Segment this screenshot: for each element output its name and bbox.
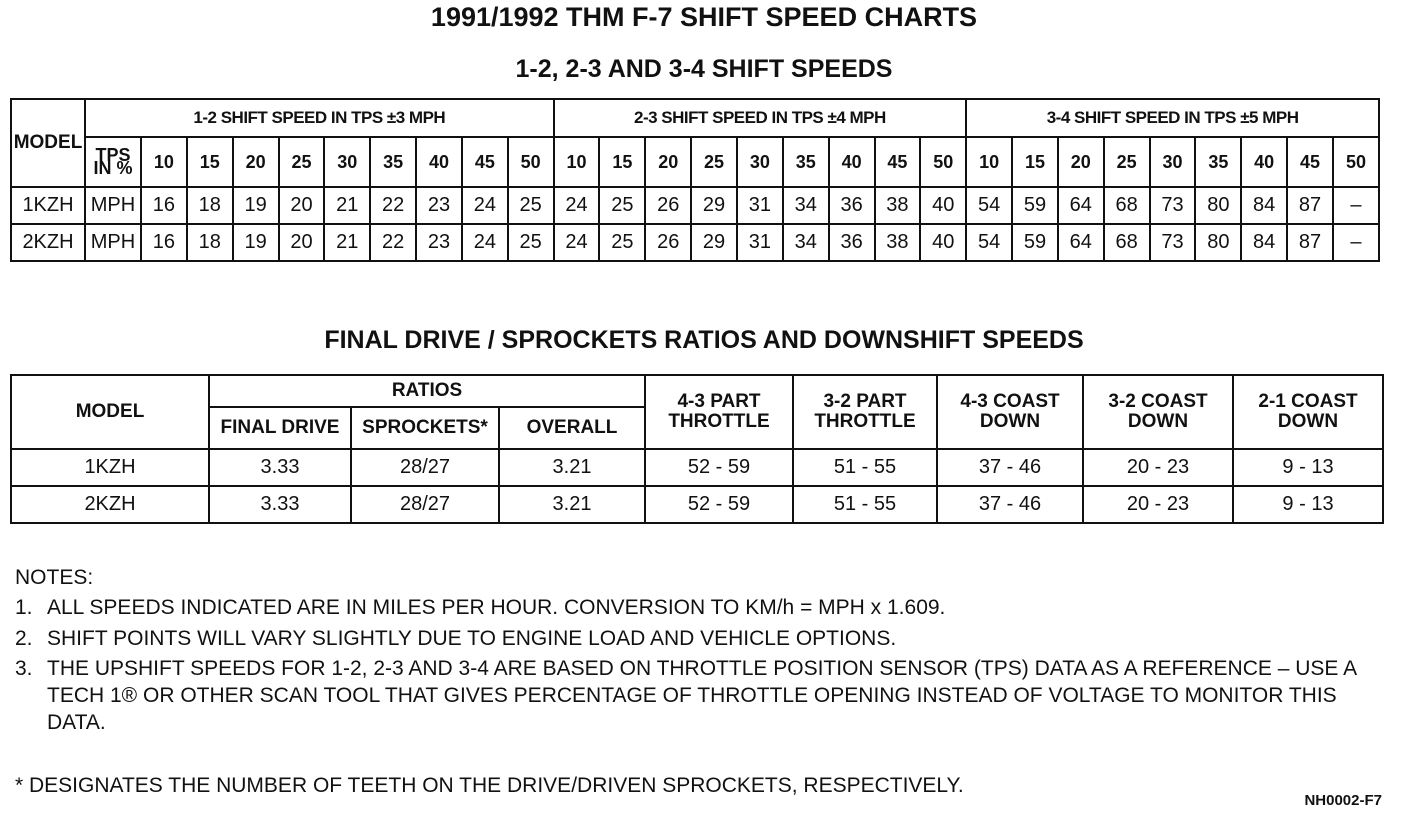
note-number: 1. [15,596,33,619]
note-text: ALL SPEEDS INDICATED ARE IN MILES PER HOUR. CONVERSION TO KM/h = MPH x 1.609. [47,596,946,619]
speed-value-cell: 18 [187,187,233,224]
speed-value-cell: 59 [1012,187,1058,224]
speed-value-cell: 24 [554,187,600,224]
tps-value-cell: 10 [554,137,600,187]
speed-value-cell: 25 [508,224,554,261]
speed-value-cell: 26 [645,224,691,261]
group-header-1-2: 1-2 SHIFT SPEED IN TPS ±3 MPH [85,99,554,137]
final-value-cell: 3.21 [499,449,645,486]
tps-value-cell: 45 [462,137,508,187]
final-value-cell: 37 - 46 [937,486,1083,523]
note-number: 3. [15,657,33,680]
tps-row [11,137,1379,187]
model-cell: 2KZH [11,224,85,261]
downshift-header: 4-3 PART THROTTLE [645,375,793,449]
tps-label: TPS IN % [85,137,141,187]
tps-value-cell: 45 [875,137,921,187]
final-value-cell: 20 - 23 [1083,449,1233,486]
speed-value-cell: 40 [920,224,966,261]
speed-value-cell: 31 [737,187,783,224]
speed-value-cell: 31 [737,224,783,261]
unit-cell: MPH [85,224,141,261]
final-drive-table [10,374,1384,524]
final-drive-title: FINAL DRIVE / SPROCKETS RATIOS AND DOWNSHIFT SPEEDS [324,326,1084,354]
note-text: SHIFT POINTS WILL VARY SLIGHTLY DUE TO ENGINE LOAD AND VEHICLE OPTIONS. [47,627,897,650]
ratio-header: SPROCKETS* [351,407,499,449]
tps-value-cell: 20 [645,137,691,187]
speed-value-cell: 25 [599,187,645,224]
group-header-3-4: 3-4 SHIFT SPEED IN TPS ±5 MPH [966,99,1379,137]
tps-value-cell: 40 [416,137,462,187]
speed-value-cell: 16 [141,224,187,261]
tps-value-cell: 20 [233,137,279,187]
final-value-cell: 52 - 59 [645,486,793,523]
footnote: * DESIGNATES THE NUMBER OF TEETH ON THE DRIVE/DRIVEN SPROCKETS, RESPECTIVELY. [15,774,964,797]
tps-value-cell: 15 [1012,137,1058,187]
table-row [11,449,1383,486]
speed-value-cell: 20 [279,224,325,261]
speed-value-cell: 84 [1241,224,1287,261]
downshift-header: 3-2 PART THROTTLE [793,375,937,449]
final-value-cell: 9 - 13 [1233,486,1383,523]
speed-value-cell: 19 [233,187,279,224]
speed-value-cell: 24 [462,224,508,261]
downshift-header: 4-3 COAST DOWN [937,375,1083,449]
speed-value-cell: 25 [599,224,645,261]
final-value-cell: 3.33 [209,449,351,486]
speed-value-cell: 54 [966,224,1012,261]
tps-value-cell: 50 [508,137,554,187]
speed-value-cell: 80 [1195,224,1241,261]
final-value-cell: 51 - 55 [793,486,937,523]
speed-value-cell: 59 [1012,224,1058,261]
speed-value-cell: 54 [966,187,1012,224]
speed-value-cell: 23 [416,187,462,224]
tps-value-cell: 40 [1241,137,1287,187]
notes-heading: NOTES: [15,566,94,589]
speed-value-cell: 36 [829,187,875,224]
final-value-cell: 52 - 59 [645,449,793,486]
note-number: 2. [15,627,33,650]
speed-value-cell: 38 [875,224,921,261]
final-value-cell: 20 - 23 [1083,486,1233,523]
final-value-cell: 9 - 13 [1233,449,1383,486]
speed-value-cell: 64 [1058,224,1104,261]
ratios-header: RATIOS [209,375,645,407]
speed-value-cell: 29 [691,187,737,224]
final-value-cell: 3.21 [499,486,645,523]
speed-value-cell: 19 [233,224,279,261]
tps-value-cell: 30 [737,137,783,187]
speed-value-cell: 87 [1287,187,1333,224]
table-row [11,187,1379,224]
speed-value-cell: 21 [324,224,370,261]
tps-value-cell: 15 [187,137,233,187]
final-value-cell: 28/27 [351,449,499,486]
shift-speeds-title: 1-2, 2-3 AND 3-4 SHIFT SPEEDS [515,55,893,83]
downshift-header: 2-1 COAST DOWN [1233,375,1383,449]
final-value-cell: 51 - 55 [793,449,937,486]
speed-value-cell: 26 [645,187,691,224]
speed-value-cell: 24 [554,224,600,261]
main-title: 1991/1992 THM F-7 SHIFT SPEED CHARTS [430,2,978,32]
tps-value-cell: 35 [370,137,416,187]
speed-value-cell: 36 [829,224,875,261]
tps-value-cell: 30 [1150,137,1196,187]
document-code: NH0002-F7 [1304,792,1382,809]
tps-value-cell: 15 [599,137,645,187]
speed-value-cell: 34 [783,187,829,224]
unit-cell: MPH [85,187,141,224]
speed-value-cell: 68 [1104,187,1150,224]
tps-value-cell: 50 [920,137,966,187]
speed-value-cell: 22 [370,224,416,261]
tps-value-cell: 50 [1333,137,1379,187]
model-cell: 2KZH [11,486,209,523]
tps-value-cell: 20 [1058,137,1104,187]
speed-value-cell: – [1333,187,1379,224]
speed-value-cell: 68 [1104,224,1150,261]
speed-value-cell: 20 [279,187,325,224]
tps-value-cell: 35 [1195,137,1241,187]
ratio-header: FINAL DRIVE [209,407,351,449]
table-row [11,224,1379,261]
downshift-header: 3-2 COAST DOWN [1083,375,1233,449]
group-header-2-3: 2-3 SHIFT SPEED IN TPS ±4 MPH [554,99,967,137]
speed-value-cell: 34 [783,224,829,261]
final-model-header: MODEL [11,375,209,449]
tps-value-cell: 25 [1104,137,1150,187]
speed-value-cell: 18 [187,224,233,261]
speed-value-cell: 25 [508,187,554,224]
tps-value-cell: 40 [829,137,875,187]
tps-value-cell: 30 [324,137,370,187]
tps-value-cell: 25 [691,137,737,187]
tps-value-cell: 45 [1287,137,1333,187]
speed-value-cell: 80 [1195,187,1241,224]
speed-value-cell: 21 [324,187,370,224]
speed-value-cell: 87 [1287,224,1333,261]
tps-value-cell: 25 [279,137,325,187]
model-cell: 1KZH [11,449,209,486]
speed-value-cell: 73 [1150,224,1196,261]
speed-value-cell: 38 [875,187,921,224]
note-text: THE UPSHIFT SPEEDS FOR 1-2, 2-3 AND 3-4 ARE BASED ON THROTTLE POSITION SENSOR (TPS) DATA AS A REFERENCE – USE A TECH 1® OR OTHER SCAN TOOL THAT GIVES PERCENTAGE OF THROTTLE OPENING INSTEAD OF VOLTAGE TO MONITOR THIS DATA. [47,657,1356,734]
final-value-cell: 37 - 46 [937,449,1083,486]
speed-value-cell: 22 [370,187,416,224]
shift-model-header: MODEL [11,99,85,187]
shift-speed-table [10,98,1380,262]
speed-value-cell: 16 [141,187,187,224]
tps-value-cell: 35 [783,137,829,187]
ratio-header: OVERALL [499,407,645,449]
tps-value-cell: 10 [141,137,187,187]
speed-value-cell: – [1333,224,1379,261]
speed-value-cell: 40 [920,187,966,224]
tps-value-cell: 10 [966,137,1012,187]
speed-value-cell: 64 [1058,187,1104,224]
speed-value-cell: 73 [1150,187,1196,224]
speed-value-cell: 24 [462,187,508,224]
speed-value-cell: 29 [691,224,737,261]
table-row [11,486,1383,523]
speed-value-cell: 23 [416,224,462,261]
model-cell: 1KZH [11,187,85,224]
final-value-cell: 28/27 [351,486,499,523]
final-value-cell: 3.33 [209,486,351,523]
speed-value-cell: 84 [1241,187,1287,224]
